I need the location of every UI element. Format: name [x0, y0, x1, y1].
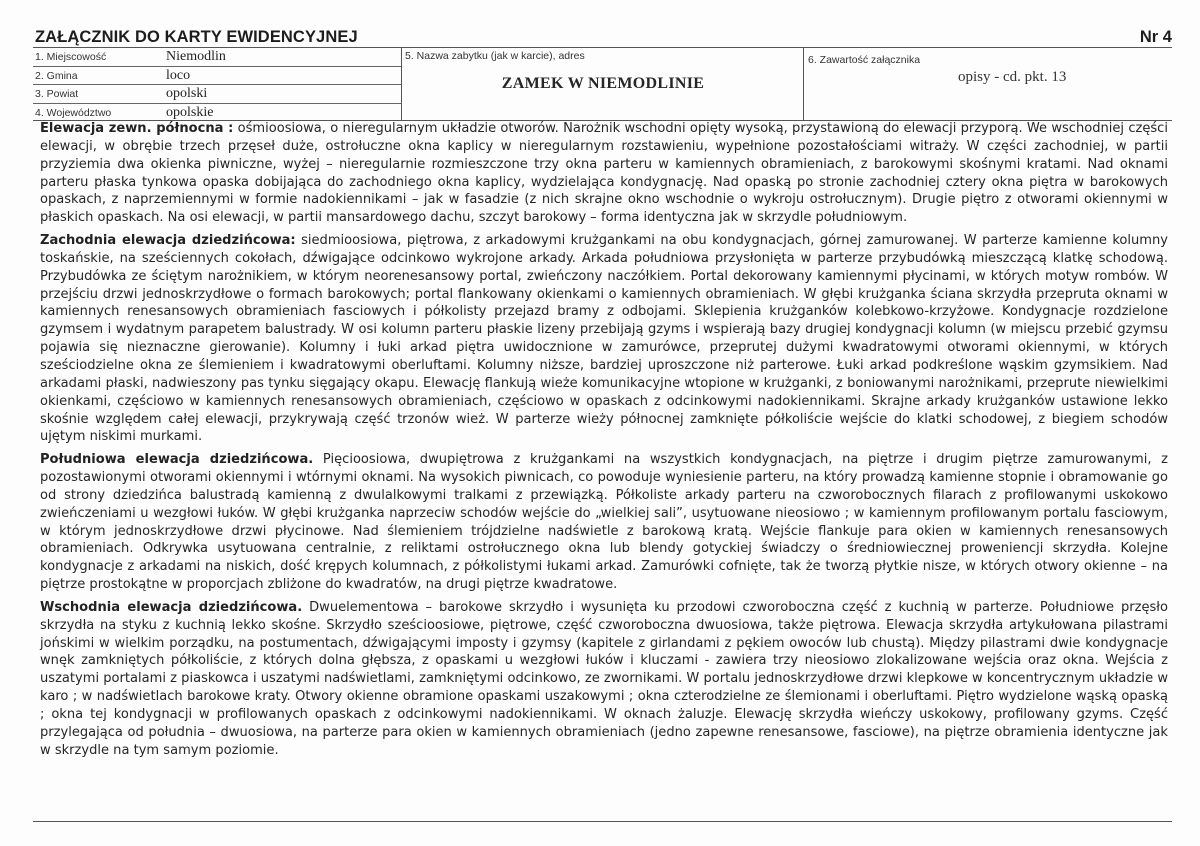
section-west-courtyard-elevation: [40, 232, 1168, 446]
section-text: Dwuelementowa – barokowe skrzydło i wysunięta ku przodowi czworoboczna część z kuchnią w parterze. Południowe przęsło skrzydła na styku z kuchnią lekko skośne. Skrzydło sześcioosiowe, piętrowe, część czworoboczna dwuosiowa, także piętrowa. Elewacja skrzydła artykułowana pilastrami jońskimi w wielkim porządku, na postumentach, dźwigającymi imposty i gzymsy (kapitele z girlandami z pękiem owoców lub chustą). Między pilastrami dwie kondygnacje wnęk zamkniętych półkoliście, z których dolna głębsza, z opaskami u wezgłowi łuków i kluczami - zawiera trzy nieosiowo zlokalizowane wejścia oraz okna. Wejścia z uszatymi portalami z piaskowca i uszatymi nadświetlami, zamkniętymi odcinkowo, ze zwornikami. W portalu jednoskrzydłowe drzwi klepkowe w koncentrycznym układzie w karo ; w nadświetlach barokowe kraty. Otwory okienne obramione opaskami uszakowymi ; okna czterodzielne ze ślemionami i oberluftami. Piętro wydzielone wąską opaską ; okna tej kondygnacji w profilowanych opaskach z odcinkowymi nadokiennikami. W oknach żaluzje. Elewację skrzydła wieńczy uskokowy, profilowany gzyms. Część przylegająca od południa – dwuosiowa, na parterze para okien w kamiennych obramieniach (jedno zapewne renesansowe, fasciowe), na piętrze obramienia identyczne jak w skrzydle na tym samym poziomie.: [40, 599, 1168, 758]
document-title: ZAŁĄCZNIK DO KARTY EWIDENCYJNEJ: [35, 28, 358, 46]
section-north-elevation: [40, 120, 1168, 227]
monument-label: 5. Nazwa zabytku (jak w karcie), adres: [405, 50, 585, 62]
section-south-courtyard-elevation: [40, 451, 1168, 594]
monument-name: ZAMEK W NIEMODLINIE: [501, 75, 705, 92]
monument-name-cell: [403, 48, 804, 120]
bottom-divider: [33, 821, 1172, 822]
attachment-content: opisy - cd. pkt. 13: [958, 69, 1067, 85]
document-number: Nr 4: [1139, 28, 1172, 46]
field-miejscowosc: [33, 48, 401, 67]
location-fields: [33, 48, 402, 120]
field-value: opolski: [166, 86, 208, 101]
field-label: 2. Gmina: [35, 69, 78, 82]
field-label: 4. Województwo: [35, 106, 112, 119]
section-heading: Zachodnia elewacja dziedzińcowa:: [40, 233, 296, 249]
field-label: 1. Miejscowość: [35, 51, 107, 63]
section-text: siedmioosiowa, piętrowa, z arkadowymi krużgankami na obu kondygnacjach, górnej zamurowanej. W parterze kamienne kolumny toskańskie, na sześciennych cokołach, dźwigające odcinkowo wykrojone arkady. Arkada południowa przysłonięta w parterze przybudówką mieszczącą klatkę schodową. Przybudówka ze ściętym narożnikiem, w którym neorenesansowy portal, zwieńczony naczółkiem. Portal dekorowany kamiennymi płycinami, w których motyw rombów. W przejściu drzwi jednoskrzydłowe o formach barokowych; portal flankowany okienkami o kamiennych obramieniach. W głębi krużganka ściana skrzydła przepruta oknami w kamiennych renesansowych obramieniach fasciowych i półkolisty przejazd bramy z odbojami. Sklepienia krużganków kolebkowo-krzyżowe. Kondygnacje rozdzielone gzymsem i wydatnym parapetem balustrady. W osi kolumn parteru płaskie lizeny przebijają gzyms i wspierają bazy drugiej kondygnacji kolumn (w miejscu przebić gzymsu pojawia się nieznaczne gierowanie). Kolumny i łuki arkad piętra uwidocznione w zamurówce, przeprutej dużymi kwadratowymi otworami okiennymi, w których sześciodzielne okna ze ślemieniem i kwadratowymi oberluftami. Kolumny niższe, bardziej uproszczone niż parterowe. Łuki arkad podkreślone wąskim gzymsikiem. Nad arkadami płaski, nadwieszony pas tynku sięgający okapu. Elewację flankują wieże komunikacyjne wtopione w krużganki, z boniowanymi narożnikami, przeprute niewielkimi okienkami, częściowo w kamiennych renesansowych obramieniach, częściowo w opaskach z odcinkowymi nadokiennikami. Skrajne arkady krużganków ustawione lekko skośnie względem całej elewacji, przykrywają część trzonów wież. W parterze wieży północnej zamknięte półkoliście wejście do klatki schodowej, z biegiem schodów ujętym niskimi murkami.: [40, 233, 1168, 445]
attachment-content-cell: [805, 48, 1172, 120]
attachment-label: 6. Zawartość załącznika: [808, 54, 921, 66]
section-text: Pięcioosiowa, dwupiętrowa z krużgankami na wszystkich kondygnacjach, na piętrze i drugim piętrze zamurowanymi, z pozostawionymi otworami okiennymi i wtórnymi oknami. Na wysokich piwnicach, co powoduje wyniesienie parteru, na który prowadzą kamienne stopnie i obramowanie go od strony dziedzińca balustradą kamienną z dwulalkowymi tralkami z przewiązką. Półkoliste arkady parteru na czworobocznych filarach z profilowanymi uskokowo zwieńczeniami u wezgłowi łuków. W głębi krużganka naprzeciw schodów wejście do „wielkiej sali”, usytuowane nieosiowo ; w kamiennym profilowanym portalu fasciowym, w którym jednoskrzydłowe drzwi płycinowe. Nad ślemieniem trójdzielne nadświetle z barokową kratą. Wejście flankuje para okien w kamiennych renesansowych obramieniach. Odkrywka usytuowana centralnie, z reliktami ostrołucznego okna lub blendy gotyckiej świadczy o średniowiecznej proweniencji skrzydła. Kolejne kondygnacje z arkadami na niskich, dość krępych kolumnach, z półkolistymi łukami arkad. Zamurówki cofnięte, tak że tworzą płytkie nisze, w których otwory okienne – na piętrze prostokątne w proporcjach zbliżone do kwadratów, na drugi piętrze kwadratowe.: [40, 452, 1169, 593]
field-wojewodztwo: [33, 104, 401, 122]
section-text: ośmioosiowa, o nieregularnym układzie otworów. Narożnik wschodni opięty wysoką, przystawioną do elewacji przyporą. We wschodniej części elewacji, w obrębie trzech przęseł duże, ostrołuczne okna kaplicy w nieregularnym rozstawieniu, wypełnione pozostałościami witraży. W części zachodniej, w partii przyziemia dwa okienka piwniczne, wyżej – nieregularnie rozmieszczone trzy okna parteru w kamiennych obramieniach, z barokowymi skośnymi kratami. Nad oknami parteru płaska tynkowa opaska dobijająca do zachodniego okna kaplicy, wydzielająca kondygnację. Nad opaską po stronie zachodniej cztery okna piętra w barokowych opaskach, z naprzemiennymi w formie nadokiennikami – jak w fasadzie (z nich skrajne okno wschodnie o wykroju ostrołucznym). Drugie piętro z otworami okiennymi w płaskich opaskach. Na osi elewacji, w partii mansardowego dachu, szczyt barokowy – forma identyczna jak w skrzydle południowym.: [40, 121, 1168, 226]
section-heading: Wschodnia elewacja dziedzińcowa.: [40, 599, 303, 615]
field-powiat: [33, 85, 401, 104]
header-table: [33, 47, 1172, 121]
field-gmina: [33, 67, 401, 86]
section-east-courtyard-elevation: [40, 599, 1168, 760]
field-value: opolskie: [166, 104, 214, 120]
description-body: [40, 120, 1168, 765]
field-label: 3. Powiat: [35, 88, 79, 100]
field-value: loco: [166, 67, 191, 83]
section-heading: Południowa elewacja dziedzińcowa.: [40, 452, 314, 468]
section-heading: Elewacja zewn. północna :: [40, 121, 234, 136]
field-value: Niemodlin: [166, 49, 226, 64]
title-row: [33, 28, 1172, 48]
